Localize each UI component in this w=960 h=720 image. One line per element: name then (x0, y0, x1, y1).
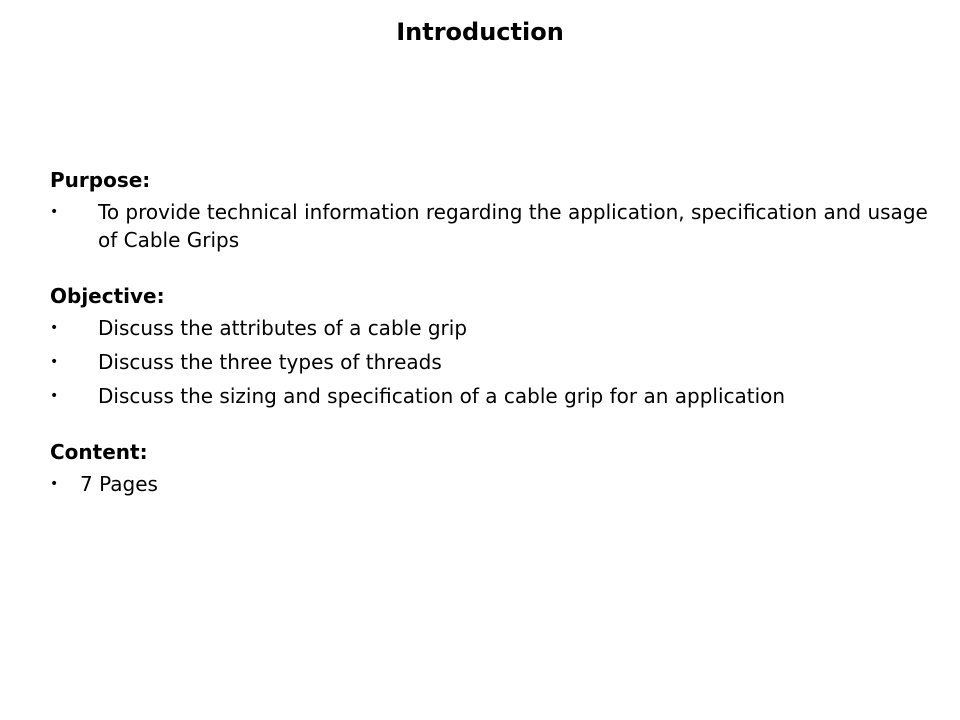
content-heading: Content: (50, 440, 148, 464)
content-section (50, 438, 950, 498)
objective-item (50, 382, 950, 410)
objective-heading: Objective: (50, 284, 165, 308)
objective-item (50, 314, 950, 342)
content-item (50, 470, 950, 498)
objective-item-text: Discuss the sizing and specification of a cable grip for an application (98, 384, 786, 408)
bullet-icon: • (50, 320, 59, 336)
purpose-heading: Purpose: (50, 168, 151, 192)
purpose-item-text: To provide technical information regarding the application, specification and usage of Cable Grips (98, 200, 928, 252)
bullet-icon: • (50, 354, 59, 370)
bullet-icon: • (50, 388, 59, 404)
slide-body (50, 166, 950, 525)
bullet-icon: • (50, 476, 59, 492)
purpose-list (50, 198, 950, 254)
objective-list (50, 314, 950, 410)
purpose-section (50, 166, 950, 254)
content-list (50, 470, 950, 498)
objective-item (50, 348, 950, 376)
purpose-item (50, 198, 950, 254)
objective-item-text: Discuss the three types of threads (98, 350, 442, 374)
content-item-text: 7 Pages (80, 472, 158, 496)
objective-item-text: Discuss the attributes of a cable grip (98, 316, 468, 340)
slide-title: Introduction (396, 18, 564, 46)
objective-section (50, 282, 950, 410)
bullet-icon: • (50, 204, 59, 220)
